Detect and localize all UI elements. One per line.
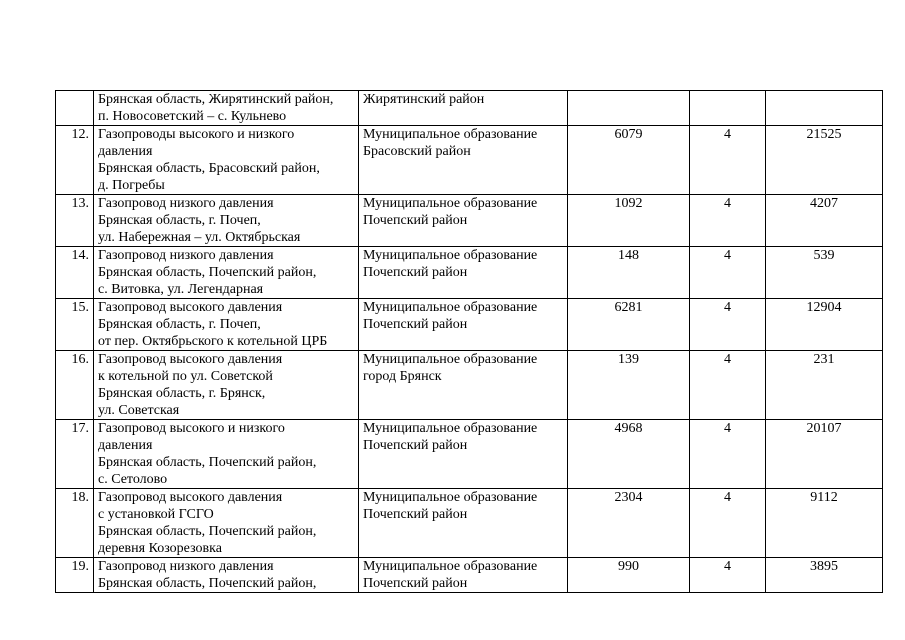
row-number-cell — [56, 91, 94, 126]
row-number-cell: 19. — [56, 558, 94, 593]
owner-line: Муниципальное образование — [363, 127, 538, 142]
object-description-line: Газопровод высокого давления — [98, 300, 283, 315]
table-row — [56, 91, 883, 126]
owner-line: Почепский район — [363, 317, 468, 332]
owner-cell — [359, 558, 568, 593]
category-cell: 4 — [690, 420, 766, 489]
object-description-line: Брянская область, г. Почеп, — [98, 317, 261, 332]
length-cell — [568, 91, 690, 126]
table-body — [56, 91, 883, 593]
length-cell: 1092 — [568, 195, 690, 247]
table-row — [56, 247, 883, 299]
owner-line: Брасовский район — [363, 144, 471, 159]
object-description-line: Брянская область, г. Брянск, — [98, 386, 266, 401]
row-number-cell: 18. — [56, 489, 94, 558]
object-description-cell — [94, 489, 359, 558]
row-number-cell: 16. — [56, 351, 94, 420]
table-row — [56, 351, 883, 420]
length-cell: 2304 — [568, 489, 690, 558]
row-number-cell: 15. — [56, 299, 94, 351]
row-number-cell: 13. — [56, 195, 94, 247]
owner-line: Муниципальное образование — [363, 248, 538, 263]
category-cell: 4 — [690, 558, 766, 593]
category-cell: 4 — [690, 351, 766, 420]
cost-cell: 12904 — [766, 299, 883, 351]
owner-cell — [359, 420, 568, 489]
cost-cell: 539 — [766, 247, 883, 299]
length-cell: 139 — [568, 351, 690, 420]
owner-cell — [359, 299, 568, 351]
object-description-line: Газопровод высокого давления — [98, 490, 283, 505]
category-cell — [690, 91, 766, 126]
object-description-line: Брянская область, Почепский район, — [98, 455, 317, 470]
category-cell: 4 — [690, 126, 766, 195]
category-cell: 4 — [690, 299, 766, 351]
cost-cell: 4207 — [766, 195, 883, 247]
owner-line: Муниципальное образование — [363, 559, 538, 574]
object-description-line: давления — [98, 144, 153, 159]
owner-line: Почепский район — [363, 438, 468, 453]
object-description-cell — [94, 247, 359, 299]
object-description-cell — [94, 195, 359, 247]
object-description-line: Газопровод низкого давления — [98, 248, 274, 263]
cost-cell: 20107 — [766, 420, 883, 489]
object-description-line: д. Погребы — [98, 178, 165, 193]
owner-cell — [359, 489, 568, 558]
category-cell: 4 — [690, 195, 766, 247]
object-description-line: от пер. Октябрьского к котельной ЦРБ — [98, 334, 328, 349]
object-description-line: Брянская область, Жирятинский район, — [98, 92, 334, 107]
owner-cell — [359, 247, 568, 299]
owner-line: Муниципальное образование — [363, 300, 538, 315]
owner-line: Муниципальное образование — [363, 490, 538, 505]
object-description-line: с. Витовка, ул. Легендарная — [98, 282, 264, 297]
category-cell: 4 — [690, 247, 766, 299]
owner-line: город Брянск — [363, 369, 442, 384]
table-row — [56, 489, 883, 558]
owner-cell — [359, 351, 568, 420]
table-row — [56, 558, 883, 593]
object-description-line: с. Сетолово — [98, 472, 168, 487]
owner-line: Почепский район — [363, 576, 468, 591]
cost-cell: 21525 — [766, 126, 883, 195]
row-number-cell: 12. — [56, 126, 94, 195]
object-description-line: Газопровод высокого и низкого — [98, 421, 285, 436]
object-description-cell — [94, 91, 359, 126]
length-cell: 4968 — [568, 420, 690, 489]
object-description-line: Брянская область, Почепский район, — [98, 265, 317, 280]
object-description-cell — [94, 351, 359, 420]
row-number-cell: 14. — [56, 247, 94, 299]
table-row — [56, 420, 883, 489]
owner-cell — [359, 91, 568, 126]
object-description-line: Газопровод низкого давления — [98, 559, 274, 574]
cost-cell: 3895 — [766, 558, 883, 593]
object-description-line: деревня Козорезовка — [98, 541, 222, 556]
length-cell: 148 — [568, 247, 690, 299]
object-description-line: Газопровод низкого давления — [98, 196, 274, 211]
row-number-cell: 17. — [56, 420, 94, 489]
object-description-line: Брянская область, Почепский район, — [98, 524, 317, 539]
object-description-line: Брянская область, г. Почеп, — [98, 213, 261, 228]
object-description-cell — [94, 299, 359, 351]
object-description-line: Газопроводы высокого и низкого — [98, 127, 295, 142]
object-description-line: с установкой ГСГО — [98, 507, 214, 522]
length-cell: 990 — [568, 558, 690, 593]
category-cell: 4 — [690, 489, 766, 558]
gas-pipeline-table — [55, 90, 883, 593]
object-description-line: к котельной по ул. Советской — [98, 369, 273, 384]
owner-line: Почепский район — [363, 507, 468, 522]
object-description-line: п. Новосоветский – с. Кульнево — [98, 109, 287, 124]
object-description-line: Газопровод высокого давления — [98, 352, 283, 367]
object-description-line: Брянская область, Почепский район, — [98, 576, 317, 591]
owner-line: Муниципальное образование — [363, 352, 538, 367]
owner-line: Жирятинский район — [363, 92, 485, 107]
length-cell: 6281 — [568, 299, 690, 351]
owner-line: Муниципальное образование — [363, 196, 538, 211]
owner-line: Почепский район — [363, 213, 468, 228]
owner-line: Муниципальное образование — [363, 421, 538, 436]
length-cell: 6079 — [568, 126, 690, 195]
cost-cell — [766, 91, 883, 126]
owner-cell — [359, 195, 568, 247]
cost-cell: 231 — [766, 351, 883, 420]
object-description-cell — [94, 126, 359, 195]
cost-cell: 9112 — [766, 489, 883, 558]
owner-line: Почепский район — [363, 265, 468, 280]
owner-cell — [359, 126, 568, 195]
object-description-cell — [94, 420, 359, 489]
object-description-line: ул. Советская — [98, 403, 180, 418]
table-row — [56, 299, 883, 351]
object-description-cell — [94, 558, 359, 593]
object-description-line: Брянская область, Брасовский район, — [98, 161, 320, 176]
table-row — [56, 195, 883, 247]
object-description-line: ул. Набережная – ул. Октябрьская — [98, 230, 301, 245]
table-row — [56, 126, 883, 195]
object-description-line: давления — [98, 438, 153, 453]
